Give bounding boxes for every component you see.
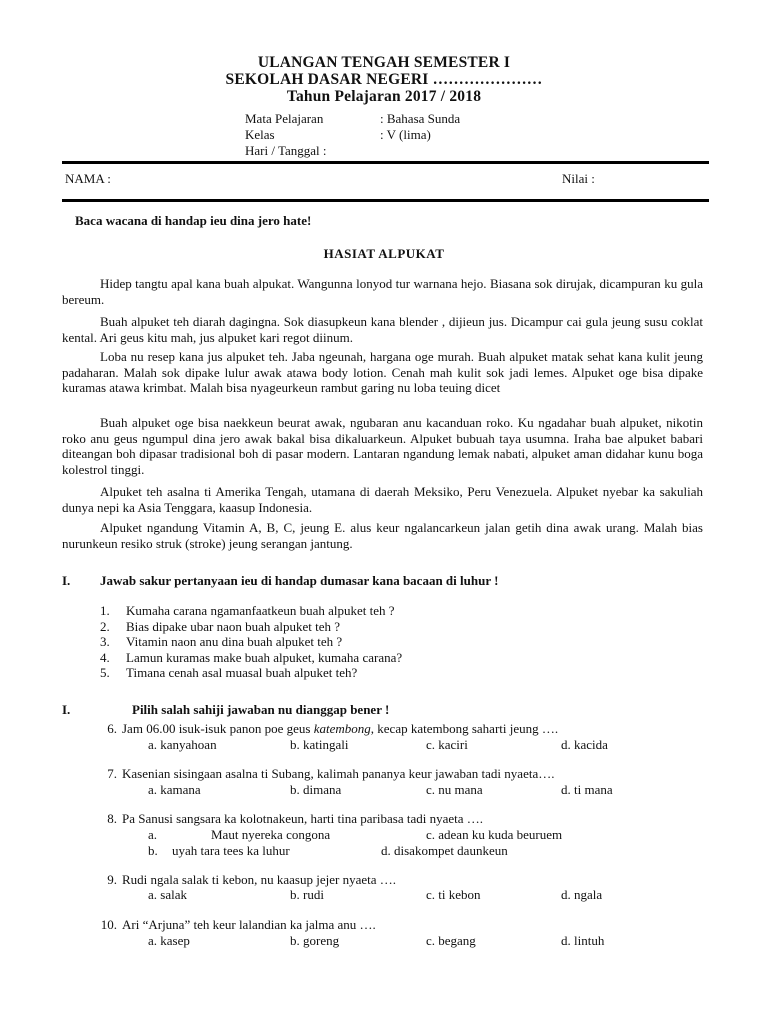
- option-a: a. kanyahoan: [148, 737, 217, 752]
- option-b: b. dimana: [290, 782, 342, 797]
- list-item: 1. Kumaha carana ngamanfaatkeun buah alpuket teh ?: [100, 603, 395, 618]
- list-item: 2. Bias dipake ubar naon buah alpuket teh ?: [100, 618, 341, 634]
- option-b: b. rudi: [290, 887, 324, 902]
- option-d: d. lintuh: [561, 933, 605, 948]
- reading-instruction: Baca wacana di handap ieu dina jero hate!: [75, 213, 312, 228]
- paragraph: Loba nu resep kana jus alpuket teh. Jaba ngeunah, hargana oge murah. Buah alpuket matak sehat kana kulit jeung padaharan. Malah sok dipake lulur awak atawa body lotion. Cenah mah kulit sok jadi lemes. Alpuket oge bisa dipake kuramas atawa krimbat. Malah bisa nyageurkeun rambut garing nu loba teuing dicet: [62, 349, 703, 395]
- option-b: b. katingali: [290, 737, 349, 752]
- option-d: d. ti mana: [561, 782, 613, 797]
- question-7: 7. Kasenian sisingaan asalna ti Subang, kalimah pananya keur jawaban tadi nyaeta….: [107, 766, 555, 781]
- question-6: 6. Jam 06.00 isuk-isuk panon poe geus katembong, kecap katembong saharti jeung ….: [107, 721, 559, 736]
- paragraph: Buah alpuket oge bisa naekkeun beurat awak, ngubaran anu kacanduan roko. Ku ngadahar buah alpuket, nikotin roko anu geus ngumpul dina jero awak bakal bisa dikaluarkeun. Alpuket bubuah taya usumna. Iraha bae alpuket babari diteangan boh dipasar tradisional boh di pasar modern. Lantaran ngandung lemak nabati, alpuket aman didahar kunu boga kolestrol tinggi.: [62, 415, 703, 477]
- option-b: b. goreng: [290, 933, 340, 948]
- option-a: Maut nyereka congona: [211, 827, 331, 842]
- academic-year: Tahun Pelajaran 2017 / 2018: [286, 88, 482, 105]
- option-a: a. kasep: [148, 933, 190, 948]
- class-value: : V (lima): [380, 127, 431, 142]
- list-item: 3. Vitamin naon anu dina buah alpuket teh ?: [100, 634, 343, 650]
- option-d: d. ngala: [561, 887, 603, 902]
- name-label: NAMA :: [65, 171, 111, 186]
- paragraph: Alpuket ngandung Vitamin A, B, C, jeung E. alus keur ngalancarkeun jalan getih dina awak urang. Malah bias nurunkeun resiko struk (stroke) jeung serangan jantung.: [62, 520, 703, 551]
- option-a: a. kamana: [148, 782, 201, 797]
- score-label: Nilai :: [562, 171, 595, 186]
- option-c: c. kaciri: [426, 737, 468, 752]
- question-10: 10. Ari “Arjuna” teh keur lalandian ka jalma anu ….: [100, 917, 376, 932]
- class-label: Kelas: [245, 127, 275, 142]
- top-rule: [62, 161, 709, 164]
- paragraph: Buah alpuket teh diarah dagingna. Sok diasupkeun kana blender , dijieun jus. Dicampur cai gula jeung susu coklat kental. Ari geus kitu mah, jus alpuket kari regot diinum.: [62, 314, 703, 345]
- option-d: d. disakompet daunkeun: [381, 843, 508, 858]
- option-c: c. nu mana: [426, 782, 483, 797]
- question-9: 9. Rudi ngala salak ti kebon, nu kaasup jejer nyaeta ….: [107, 872, 397, 887]
- option-b: uyah tara tees ka luhur: [172, 843, 290, 858]
- section-numeral: I.: [62, 573, 71, 588]
- essay-question-list: [100, 603, 402, 681]
- option-a: a. salak: [148, 887, 187, 902]
- option-a-letter: a.: [148, 827, 158, 842]
- exam-title: ULANGAN TENGAH SEMESTER I: [257, 54, 511, 71]
- school-name: SEKOLAH DASAR NEGERI …………………: [225, 71, 543, 88]
- option-b-letter: b.: [148, 843, 158, 858]
- paragraph: Hidep tangtu apal kana buah alpukat. Wangunna lonyod tur warnana hejo. Biasana sok dirujak, dicampuran ku gula bereum.: [62, 276, 703, 307]
- option-c: c. begang: [426, 933, 476, 948]
- subject-label: Mata Pelajaran: [245, 111, 324, 126]
- date-label: Hari / Tanggal :: [245, 143, 327, 158]
- list-item: 5. Timana cenah asal muasal buah alpuket teh?: [100, 665, 358, 681]
- section-heading: Jawab sakur pertanyaan ieu di handap dumasar kana bacaan di luhur !: [100, 573, 499, 588]
- section-heading: Pilih salah sahiji jawaban nu dianggap bener !: [132, 702, 390, 717]
- option-c: c. adean ku kuda beuruem: [426, 827, 563, 842]
- list-item: 4. Lamun kuramas make buah alpuket, kumaha carana?: [100, 649, 403, 665]
- bottom-rule: [62, 199, 709, 202]
- option-d: d. kacida: [561, 737, 608, 752]
- section-numeral: I.: [62, 702, 71, 717]
- option-c: c. ti kebon: [426, 887, 481, 902]
- subject-value: : Bahasa Sunda: [380, 111, 461, 126]
- question-8: 8. Pa Sanusi sangsara ka kolotnakeun, harti tina paribasa tadi nyaeta ….: [107, 811, 484, 826]
- paragraph: Alpuket teh asalna ti Amerika Tengah, utamana di daerah Meksiko, Peru Venezuela. Alpuket nyebar ka sakuliah dunya nepi ka Asia Tenggara, kaasup Indonesia.: [62, 484, 703, 515]
- reading-title: HASIAT ALPUKAT: [323, 246, 445, 261]
